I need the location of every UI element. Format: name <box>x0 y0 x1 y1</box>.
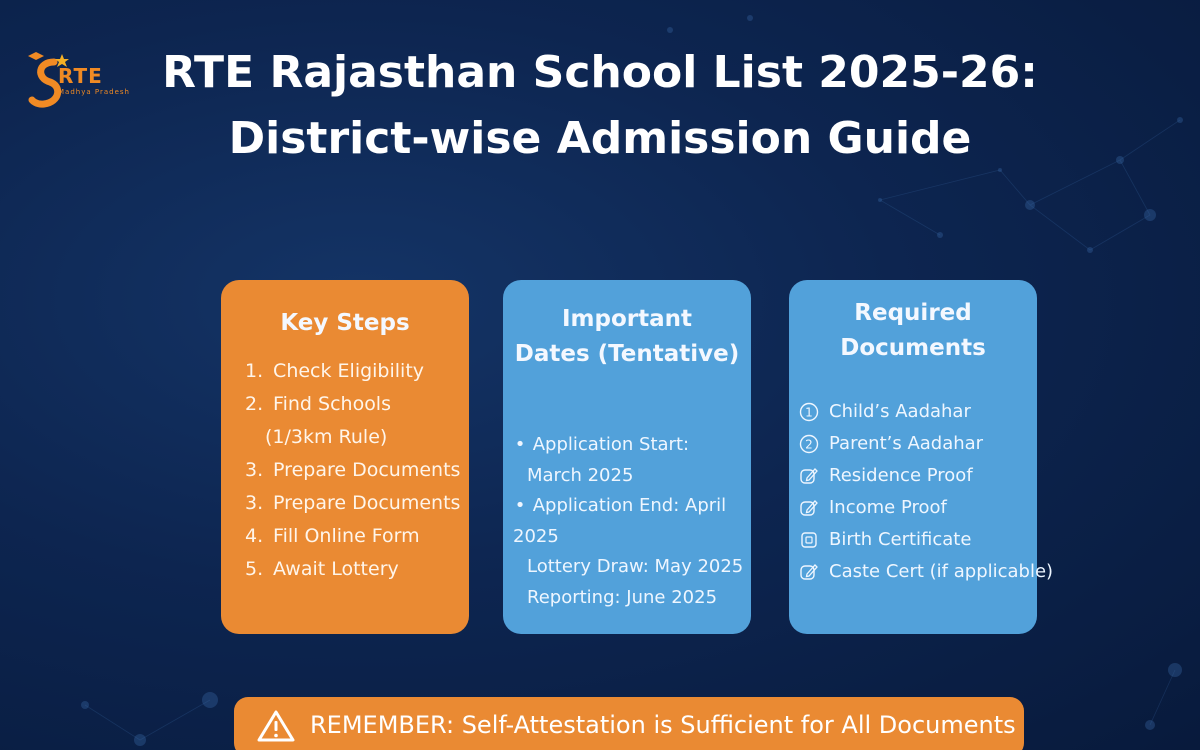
step-text: (1/3km Rule) <box>265 426 388 448</box>
edit-doc-icon <box>799 562 819 582</box>
date-text: Application End: April 2025 <box>513 495 727 547</box>
step-number: 3. <box>245 492 264 514</box>
date-text: March 2025 <box>527 464 634 486</box>
list-item <box>245 355 469 388</box>
step-number: 5. <box>245 558 264 580</box>
circled-2-icon <box>799 434 819 454</box>
required-documents-list <box>799 396 1054 588</box>
key-steps-title: Key Steps <box>280 310 410 336</box>
document-text: Caste Cert (if applicable) <box>829 561 1054 582</box>
list-item <box>245 553 469 586</box>
page-title-line2: District-wise Admission Guide <box>228 113 972 164</box>
list-item <box>245 487 469 520</box>
list-item <box>513 491 751 552</box>
step-number: 2. <box>245 393 264 415</box>
step-text: Prepare Documents <box>273 459 461 481</box>
list-item <box>245 454 469 487</box>
list-item <box>799 428 1037 460</box>
warning-icon <box>256 709 296 743</box>
edit-doc-icon <box>799 498 819 518</box>
list-item <box>245 520 469 553</box>
page-title <box>0 40 1200 172</box>
page-title-line1: RTE Rajasthan School List 2025-26: <box>162 47 1038 98</box>
important-dates-list <box>513 430 751 613</box>
list-item <box>799 396 1037 428</box>
edit-doc-icon <box>799 466 819 486</box>
reminder-banner <box>234 697 1024 750</box>
list-item <box>799 492 1037 524</box>
list-item <box>513 461 751 492</box>
required-documents-title <box>789 296 1037 366</box>
list-item <box>245 421 469 454</box>
circled-1-icon <box>799 402 819 422</box>
important-dates-card <box>503 280 751 634</box>
step-text: Prepare Documents <box>273 492 461 514</box>
document-text: Income Proof <box>829 497 947 518</box>
bullet-icon: • <box>514 434 526 455</box>
key-steps-card <box>221 280 469 634</box>
title-line: Important <box>561 306 692 332</box>
list-item <box>513 430 751 461</box>
step-text: Fill Online Form <box>273 525 420 547</box>
step-number: 1. <box>245 360 264 382</box>
svg-text:2: 2 <box>805 437 813 452</box>
date-text: Lottery Draw: May 2025 <box>527 556 744 577</box>
certificate-icon <box>799 530 819 550</box>
reminder-text: REMEMBER: Self-Attestation is Sufficient for All Documents <box>310 711 1016 739</box>
step-number: 3. <box>245 459 264 481</box>
list-item <box>799 524 1037 556</box>
title-line: Dates (Tentative) <box>514 341 740 367</box>
list-item <box>513 552 751 583</box>
title-line: Required <box>854 300 972 326</box>
document-text: Birth Certificate <box>829 529 972 550</box>
step-number: 4. <box>245 525 264 547</box>
required-documents-card <box>789 280 1054 634</box>
list-item <box>799 460 1037 492</box>
list-item <box>513 583 751 614</box>
list-item <box>799 556 1054 588</box>
key-steps-list <box>245 355 469 586</box>
document-text: Residence Proof <box>829 465 973 486</box>
step-text: Check Eligibility <box>273 360 425 382</box>
step-text: Await Lottery <box>273 558 399 580</box>
list-item <box>245 388 469 421</box>
title-line: Documents <box>840 335 986 361</box>
step-text: Find Schools <box>273 393 391 415</box>
svg-text:1: 1 <box>805 405 813 420</box>
document-text: Child’s Aadahar <box>829 401 971 422</box>
document-text: Parent’s Aadahar <box>829 433 984 454</box>
important-dates-title <box>503 302 751 372</box>
date-text: Reporting: June 2025 <box>527 586 718 608</box>
logo-subtitle: Madhya Pradesh <box>58 88 130 96</box>
bullet-icon: • <box>514 495 526 516</box>
logo-name: RTE <box>58 64 103 88</box>
date-text: Application Start: <box>532 434 690 455</box>
